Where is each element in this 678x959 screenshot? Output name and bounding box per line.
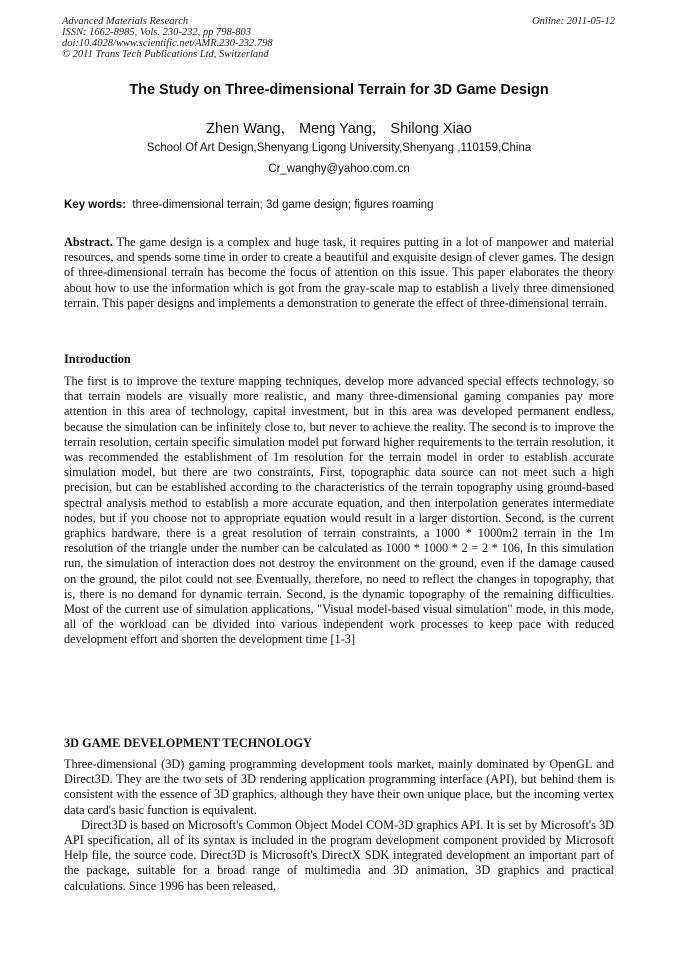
affiliation: School Of Art Design,Shenyang Ligong University,Shenyang ,110159,China [146, 142, 532, 154]
paper-title: The Study on Three-dimensional Terrain for 3D Game Design [129, 82, 549, 98]
keywords-label: Key words: [64, 199, 126, 211]
journal-header [62, 16, 273, 60]
introduction-body: The first is to improve the texture mapping techniques, develop more advanced special effects technology, so that terrain models are visually more realistic, and many three-dimensional gaming companies pay more attention in this area of technology, capital investment, but in this area was developed permanent endless, because the simulation can be infinitely close to, but never to achieve the reality. The second is to improve the terrain resolution, certain specific simulation model put forward higher requirements to the terrain resolution, it was recommended the establishment of 1m resolution for the terrain model in order to establish accurate simulation model, but there are two constraints, First, topographic data source can not meet such a high precision, but can be established according to the characteristics of the terrain topography using ground-based spectral analysis method to establish a more accurate equation, and then interpolation generates intermediate nodes, but if you choose not to appropriate equation would result in a larger distortion. Second, is the current graphics hardware, there is a great resolution of terrain constraints, a 1000 * 1000m2 terrain in the 1m resolution of the triangle under the number can be calculated as 1000 * 1000 * 2 = 2 * 106, In this simulation run, the simulation of interaction does not destroy the environment on the ground, even if the damage caused on the ground, the pilot could not see Eventually, therefore, no need to reflect the changes in topography, that is, there is no demand for dynamic terrain. Second, is the dynamic topography of the remaining difficulties. Most of the current use of simulation applications, "Visual model-based visual simulation" mode, in this mode, all of the workload can be divided into various independent work processes to keep pace with reduced development effort and shorten the development time [1-3] [64, 374, 614, 647]
abstract-text: The game design is a complex and huge task, it requires putting in a lot of manpower and material resources, and spends some time in order to create a beautiful and exquisite design of clever games. The design of three-dimensional terrain has become the focus of attention on this issue. This paper elaborates the theory about how to use the information which is got from the gray-scale map to establish a lively three dimensioned terrain. This paper designs and implements a demonstration to generate the effect of three-dimensional terrain. [64, 235, 614, 310]
abstract-label: Abstract. [64, 235, 113, 249]
online-date: Online: 2011-05-12 [532, 16, 615, 27]
issn-line: ISSN: 1662-8985, Vols. 230-232, pp 798-803 [62, 27, 251, 38]
technology-paragraph-2: Direct3D is based on Microsoft's Common Object Model COM-3D graphics API. It is set by Microsoft's 3D API specification, all of its syntax is included in the program development component provided by Microsoft Help file, the source code. Direct3D is Microsoft's DirectX SDK integrated development an important part of the package, suitable for a broad range of multimedia and 3D animation, 3D graphics and practical calculations. Since 1996 has been released, [64, 817, 614, 893]
copyright-line: © 2011 Trans Tech Publications Ltd, Switzerland [62, 49, 269, 60]
technology-heading: 3D GAME DEVELOPMENT TECHNOLOGY [64, 736, 312, 750]
abstract [64, 235, 614, 311]
keywords [64, 199, 433, 211]
technology-body [64, 757, 614, 894]
author-email: Cr_wanghy@yahoo.com.cn [268, 163, 410, 175]
introduction-heading: Introduction [64, 352, 131, 366]
author-list: Zhen Wang， Meng Yang， Shilong Xiao [206, 121, 472, 137]
keywords-text: three-dimensional terrain; 3d game design; figures roaming [132, 199, 434, 211]
doi-line: doi:10.4028/www.scientific.net/AMR.230-232.798 [62, 38, 273, 49]
technology-paragraph-1: Three-dimensional (3D) gaming programming development tools market, mainly dominated by OpenGL and Direct3D. They are the two sets of 3D rendering application programming interface (API), but behind them is consistent with the essence of 3D graphics, although they have their own unique place, but the incoming vertex data card's basic function is equivalent. [64, 757, 614, 817]
journal-name: Advanced Materials Research [62, 16, 189, 27]
